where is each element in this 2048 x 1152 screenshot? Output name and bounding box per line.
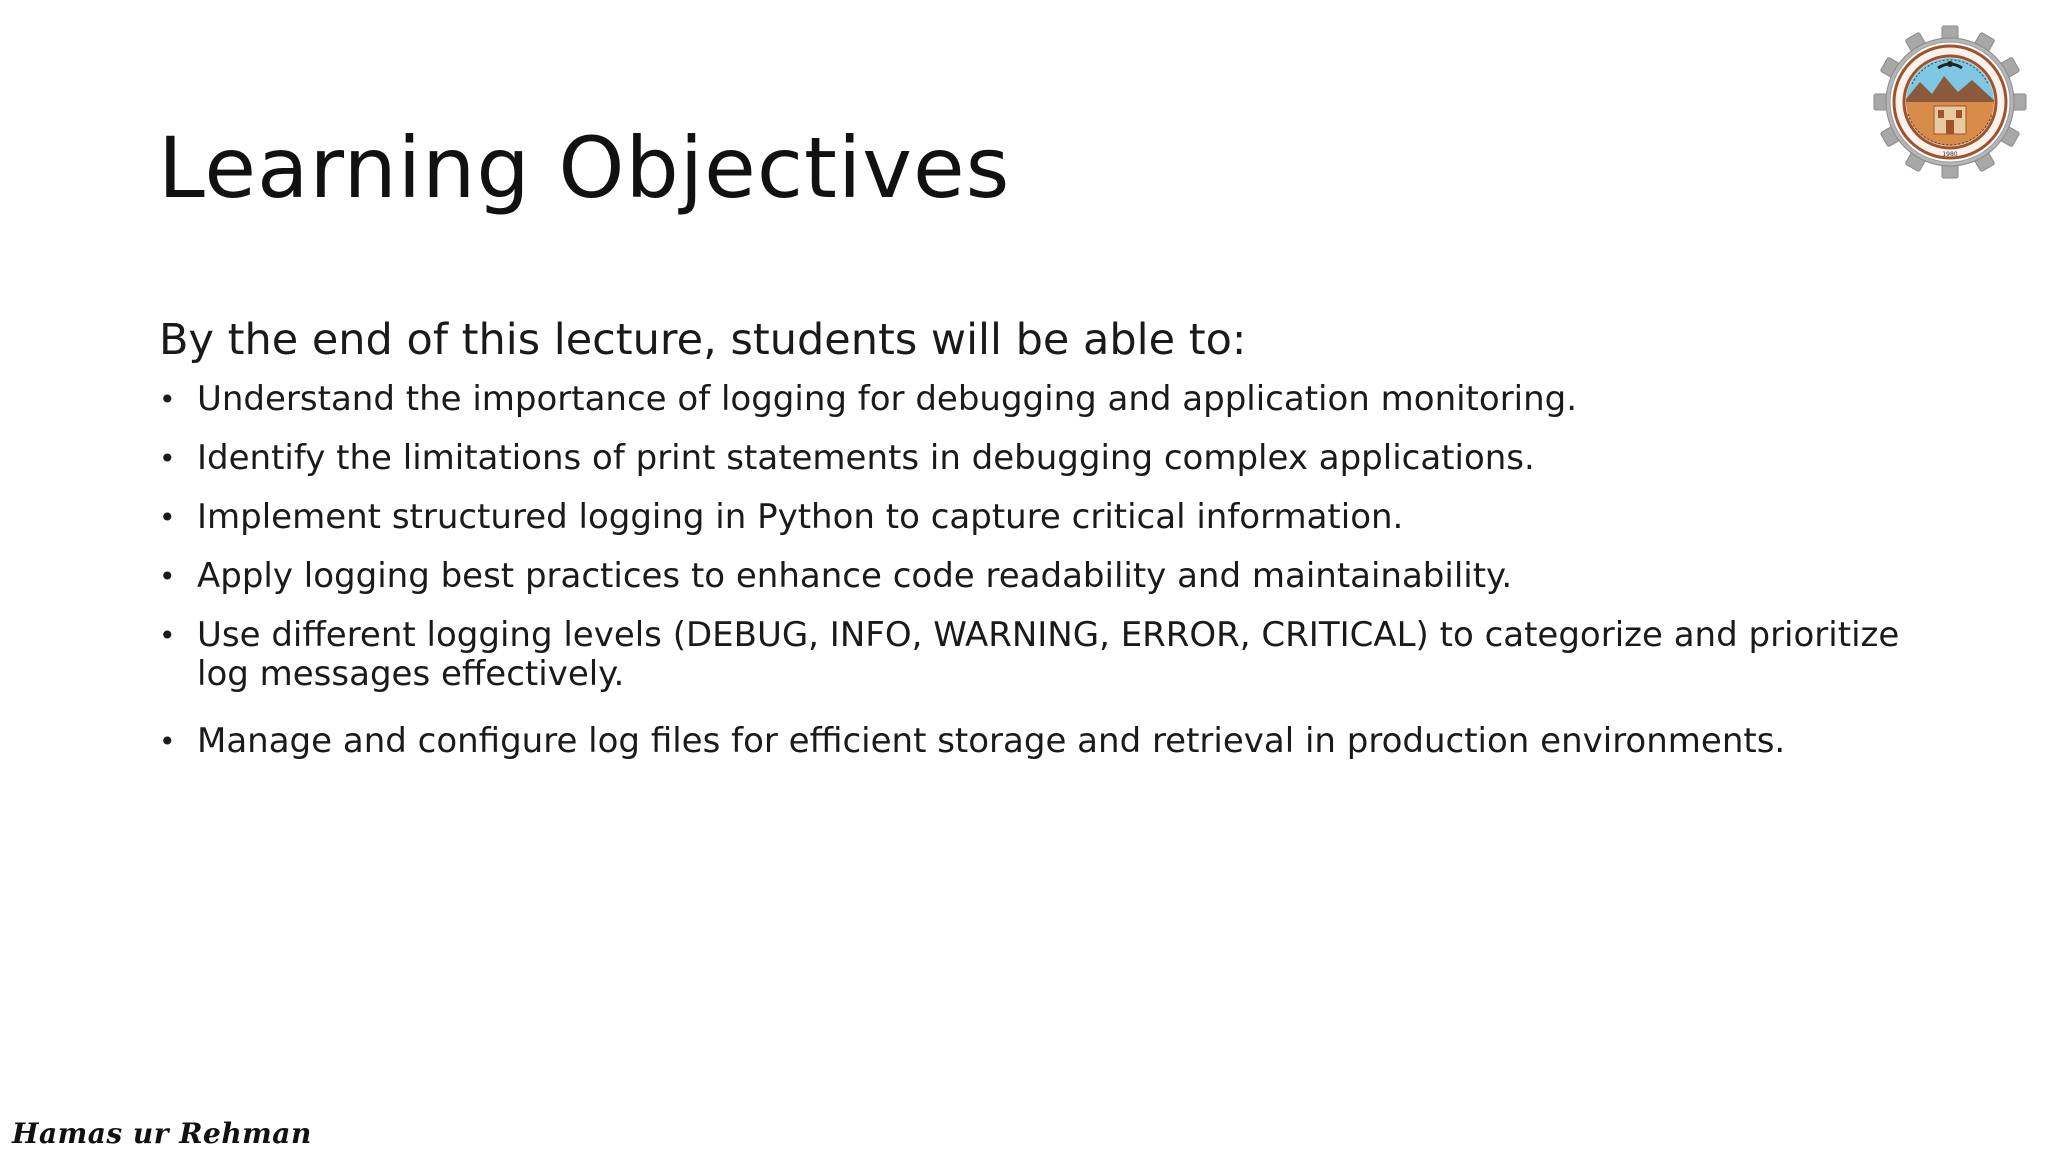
bullet-icon: • — [159, 383, 176, 416]
bullet-icon: • — [159, 725, 176, 758]
objectives-list — [159, 380, 1909, 781]
slide-title: Learning Objectives — [158, 119, 1011, 217]
objective-item — [159, 557, 1909, 596]
bullet-icon: • — [159, 501, 176, 534]
bullet-icon: • — [159, 442, 176, 475]
objective-text: Understand the importance of logging for debugging and application monitoring. — [197, 379, 1578, 419]
objective-text: Implement structured logging in Python to capture critical information. — [197, 497, 1404, 537]
intro-text: By the end of this lecture, students will be able to: — [159, 315, 1247, 365]
university-seal-icon — [1872, 24, 2028, 180]
objective-item — [159, 439, 1909, 478]
svg-text:1980: 1980 — [1942, 151, 1958, 158]
objective-item — [159, 722, 1909, 761]
bullet-icon: • — [159, 560, 176, 593]
objective-item — [159, 498, 1909, 537]
objective-item — [159, 616, 1909, 694]
objective-item — [159, 380, 1909, 419]
bullet-icon: • — [159, 619, 176, 652]
university-logo — [1872, 24, 2028, 180]
objective-text: Manage and configure log files for efficient storage and retrieval in production environments. — [197, 721, 1786, 761]
author-signature: Hamas ur Rehman — [12, 1117, 312, 1150]
objective-text: Use different logging levels (DEBUG, INFO, WARNING, ERROR, CRITICAL) to categorize and prioritize log messages effectively. — [197, 615, 1900, 694]
objective-text: Identify the limitations of print statements in debugging complex applications. — [197, 438, 1535, 478]
objective-text: Apply logging best practices to enhance code readability and maintainability. — [197, 556, 1513, 596]
